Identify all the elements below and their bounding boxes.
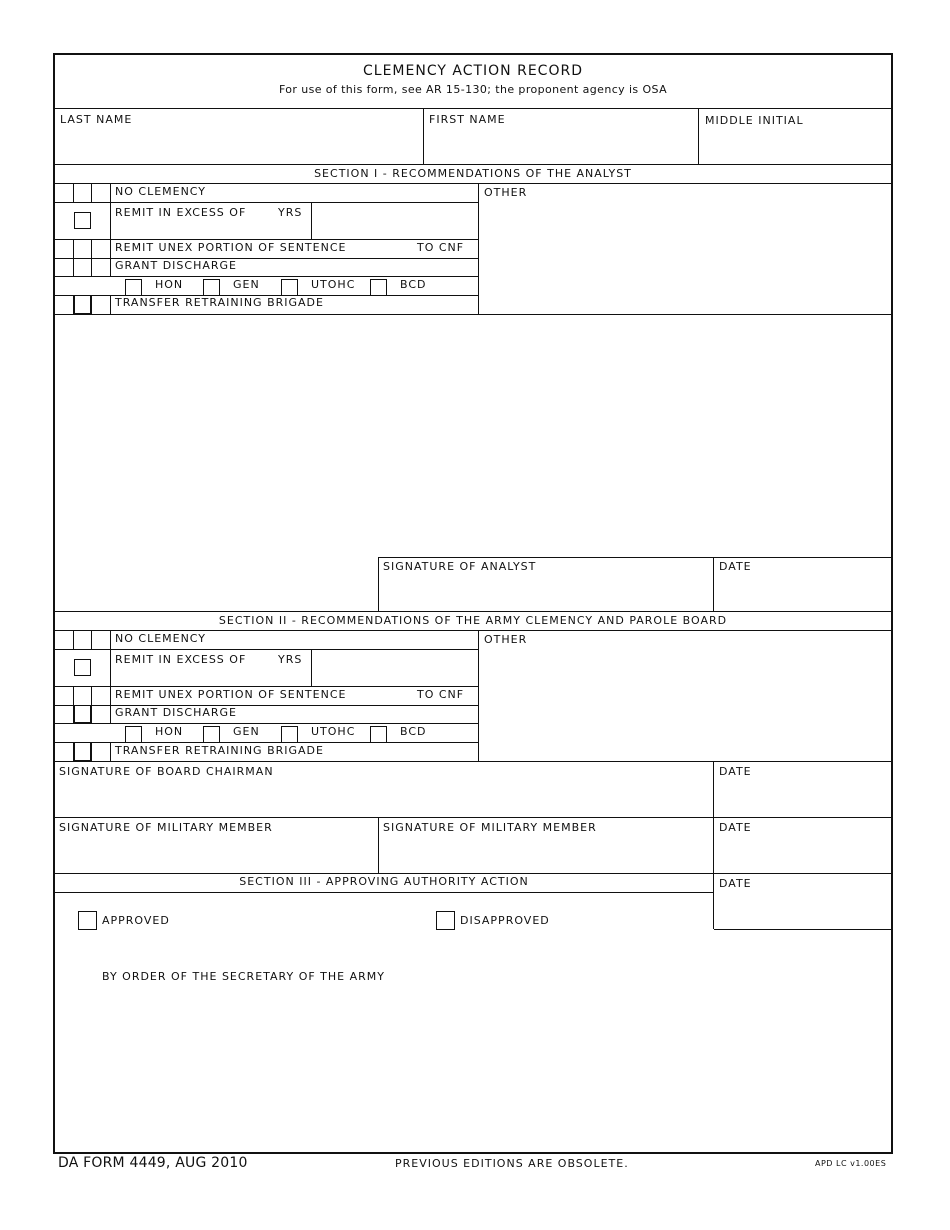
s2-yrs-label: YRS (278, 653, 303, 666)
s2-bcd-checkbox[interactable] (370, 726, 387, 743)
s1-hon-checkbox[interactable] (125, 279, 142, 296)
s2-signature-chairman-label: SIGNATURE OF BOARD CHAIRMAN (59, 765, 274, 778)
s1-utohc-label: UTOHC (311, 278, 356, 291)
s1-bcd-label: BCD (400, 278, 427, 291)
s2-signature-chairman-field[interactable] (55, 762, 712, 816)
section3-title: SECTION III - APPROVING AUTHORITY ACTION (239, 875, 529, 888)
section2-title: SECTION II - RECOMMENDATIONS OF THE ARMY CLEMENCY AND PAROLE BOARD (218, 614, 728, 627)
s2-date-members-label: DATE (719, 821, 752, 834)
s2-remit-excess-checkbox[interactable] (74, 659, 91, 676)
section1-title: SECTION I - RECOMMENDATIONS OF THE ANALYST (314, 167, 632, 180)
s2-transfer-label: TRANSFER RETRAINING BRIGADE (115, 744, 324, 757)
form-subtitle: For use of this form, see AR 15-130; the proponent agency is OSA (278, 83, 668, 96)
s2-remit-excess-label: REMIT IN EXCESS OF (115, 653, 247, 666)
first-name-field[interactable] (424, 109, 697, 163)
s2-other-field[interactable] (479, 631, 891, 760)
s1-no-clemency-input[interactable] (55, 184, 72, 201)
by-order-text: BY ORDER OF THE SECRETARY OF THE ARMY (102, 970, 385, 983)
s1-remarks-area[interactable] (55, 315, 891, 556)
s3-date-field[interactable] (714, 874, 891, 928)
s2-utohc-checkbox[interactable] (281, 726, 298, 743)
s2-grant-discharge-input[interactable] (74, 706, 91, 723)
first-name-label: FIRST NAME (429, 113, 506, 126)
s3-signature-area[interactable] (55, 990, 891, 1152)
s1-other-label: OTHER (484, 186, 528, 199)
middle-initial-label: MIDDLE INITIAL (705, 114, 804, 127)
s1-to-cnf-label: TO CNF (417, 241, 465, 254)
s1-no-clemency-label: NO CLEMENCY (115, 185, 207, 198)
s1-hon-label: HON (155, 278, 184, 291)
approved-checkbox[interactable] (78, 911, 97, 930)
s1-remit-unex-input[interactable] (55, 240, 72, 257)
s2-no-clemency-input[interactable] (55, 631, 72, 648)
s2-remit-unex-input[interactable] (55, 687, 72, 704)
s2-date-members-field[interactable] (714, 818, 891, 872)
disapproved-label: DISAPPROVED (460, 914, 550, 927)
s1-remit-years-field[interactable] (312, 203, 477, 238)
s3-date-label: DATE (719, 877, 752, 890)
s2-signature-member-2-label: SIGNATURE OF MILITARY MEMBER (383, 821, 597, 834)
s1-signature-analyst-field[interactable] (379, 558, 712, 610)
form-title: CLEMENCY ACTION RECORD (363, 63, 583, 79)
last-name-field[interactable] (55, 109, 422, 163)
s1-remit-unex-label: REMIT UNEX PORTION OF SENTENCE (115, 241, 347, 254)
s1-gen-label: GEN (233, 278, 260, 291)
last-name-label: LAST NAME (60, 113, 133, 126)
s2-signature-member-1-label: SIGNATURE OF MILITARY MEMBER (59, 821, 273, 834)
s1-transfer-label: TRANSFER RETRAINING BRIGADE (115, 296, 324, 309)
s2-hon-checkbox[interactable] (125, 726, 142, 743)
s1-bcd-checkbox[interactable] (370, 279, 387, 296)
approved-label: APPROVED (102, 914, 170, 927)
s2-no-clemency-label: NO CLEMENCY (115, 632, 207, 645)
form-id: DA FORM 4449, AUG 2010 (58, 1155, 248, 1171)
s2-utohc-label: UTOHC (311, 725, 356, 738)
s1-other-field[interactable] (479, 184, 891, 313)
s2-remit-years-field[interactable] (312, 650, 477, 685)
s2-transfer-input[interactable] (74, 743, 91, 761)
editions-notice: PREVIOUS EDITIONS ARE OBSOLETE. (395, 1157, 629, 1170)
s2-remit-unex-label: REMIT UNEX PORTION OF SENTENCE (115, 688, 347, 701)
s1-grant-discharge-input[interactable] (55, 259, 72, 275)
s1-transfer-input[interactable] (74, 296, 91, 314)
s1-signature-analyst-label: SIGNATURE OF ANALYST (383, 560, 537, 573)
s1-yrs-label: YRS (278, 206, 303, 219)
s2-gen-checkbox[interactable] (203, 726, 220, 743)
middle-initial-field[interactable] (699, 109, 891, 163)
s2-hon-label: HON (155, 725, 184, 738)
s2-to-cnf-label: TO CNF (417, 688, 465, 701)
s2-grant-discharge-label: GRANT DISCHARGE (115, 706, 237, 719)
s2-other-label: OTHER (484, 633, 528, 646)
s1-remit-excess-label: REMIT IN EXCESS OF (115, 206, 247, 219)
s1-gen-checkbox[interactable] (203, 279, 220, 296)
s1-grant-discharge-label: GRANT DISCHARGE (115, 259, 237, 272)
s1-date-field[interactable] (714, 558, 891, 610)
s2-date-chairman-field[interactable] (714, 762, 891, 816)
s1-date-label: DATE (719, 560, 752, 573)
s2-signature-member-1-field[interactable] (55, 818, 377, 872)
s2-date-chairman-label: DATE (719, 765, 752, 778)
s2-gen-label: GEN (233, 725, 260, 738)
s2-signature-member-2-field[interactable] (379, 818, 712, 872)
s1-remit-excess-checkbox[interactable] (74, 212, 91, 229)
s2-bcd-label: BCD (400, 725, 427, 738)
version-tag: APD LC v1.00ES (815, 1159, 887, 1168)
s1-utohc-checkbox[interactable] (281, 279, 298, 296)
disapproved-checkbox[interactable] (436, 911, 455, 930)
